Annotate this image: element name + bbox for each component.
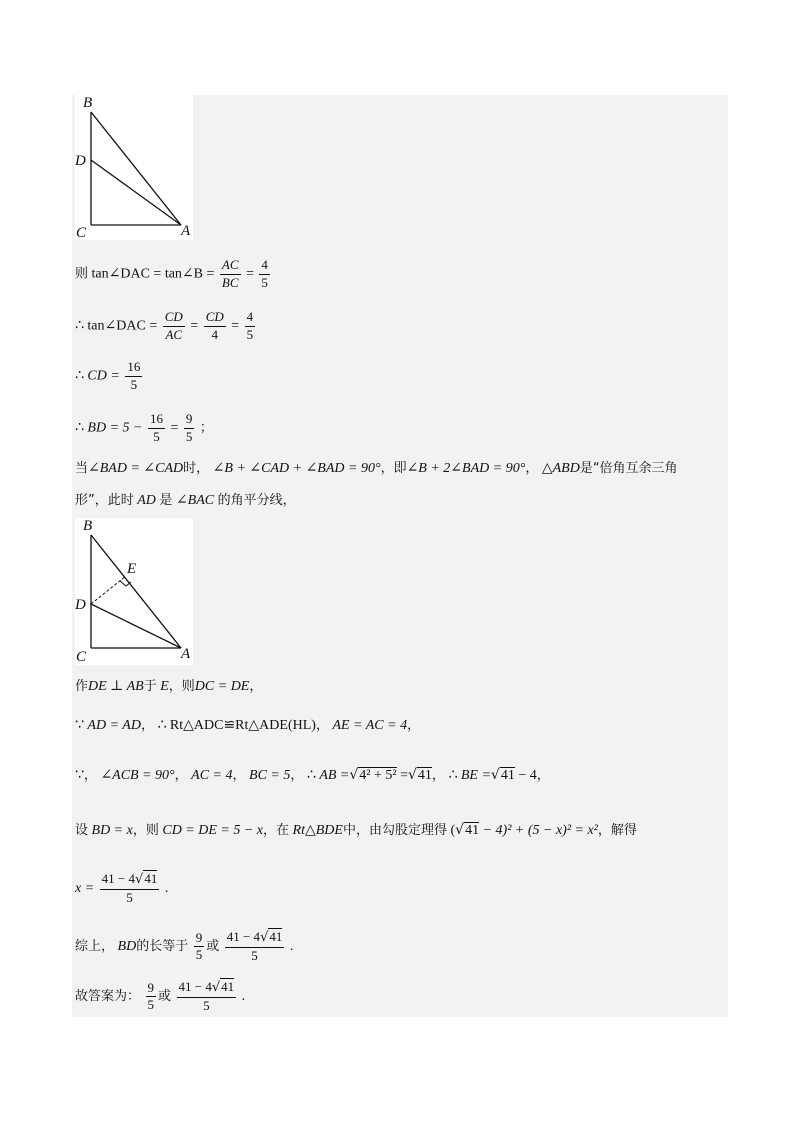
sqrt-sign: √: [260, 930, 269, 945]
text: ；: [199, 420, 213, 436]
radicand: 41: [221, 979, 235, 994]
radicand: 41: [144, 871, 158, 886]
math: =: [170, 420, 179, 436]
sqrt-sign: √: [490, 767, 500, 783]
line-7: [75, 680, 262, 694]
math: BD: [117, 939, 137, 955]
math: x =: [75, 881, 95, 897]
math: − 4: [518, 768, 537, 783]
math: ∠B + 2∠BAD = 90°: [406, 461, 526, 476]
math: CD =: [87, 368, 120, 384]
therefore-symbol: ∴: [157, 717, 167, 733]
text: 的角平分线，: [217, 493, 296, 508]
text: 的长等于: [136, 939, 189, 955]
denominator: 5: [203, 997, 210, 1013]
numerator: CD: [204, 310, 226, 327]
numerator: [225, 930, 285, 948]
numerator: 9: [146, 981, 157, 998]
math: tan∠DAC =: [87, 318, 158, 334]
line-6: [75, 494, 296, 508]
radicand: 41: [500, 768, 515, 783]
figure-triangle-2: [75, 518, 193, 665]
fraction: [204, 310, 226, 343]
numerator: [100, 872, 160, 890]
math: ∠B + ∠CAD + ∠BAD = 90°: [212, 461, 381, 476]
math: ∠BAD = ∠CAD: [88, 461, 184, 476]
label-c: C: [76, 225, 87, 240]
text: ，: [83, 768, 97, 783]
math: Rt△BDE: [292, 823, 343, 838]
fraction: [194, 931, 205, 964]
numerator: 4: [259, 258, 270, 275]
denominator: 5: [153, 428, 160, 444]
math: ∠ACB = 90°: [100, 768, 175, 783]
math: AE = AC = 4: [332, 718, 408, 733]
label-e: E: [127, 561, 137, 577]
math: BD = 5 −: [87, 420, 143, 436]
text: ，即: [380, 461, 407, 476]
line-3: [75, 360, 144, 393]
numerator: 9: [194, 931, 205, 948]
text: 时，: [183, 461, 210, 476]
text: ，: [249, 679, 263, 694]
text: ，解得: [597, 823, 637, 838]
text: 故答案为：: [75, 989, 141, 1005]
text: 形”，此时: [75, 493, 134, 508]
math: tan∠DAC: [91, 266, 150, 282]
denominator: 4: [211, 326, 218, 342]
text: ，: [536, 768, 550, 783]
radicand: 41: [465, 823, 480, 838]
fraction: [125, 360, 142, 393]
math: Rt△ADC≌Rt△ADE(HL): [169, 718, 316, 733]
triangle-diagram-2: [75, 518, 193, 665]
denominator: 5: [251, 947, 258, 963]
label-a: A: [181, 646, 191, 662]
label-d: D: [75, 153, 86, 169]
math: − 4)² + (5 − x)² = x²: [482, 823, 598, 838]
fraction: [259, 258, 270, 291]
text: ，则: [132, 823, 159, 838]
side-ba: [91, 112, 181, 225]
line-4: [75, 412, 213, 445]
text: 中，由勾股定理得: [342, 823, 447, 838]
line-9: [75, 768, 550, 783]
text: 则: [75, 266, 89, 282]
math: AB =: [319, 768, 350, 783]
line-1: [75, 258, 272, 291]
right-angle-mark: [120, 581, 131, 586]
math: BC = 5: [249, 768, 291, 783]
text: 作: [75, 679, 89, 694]
text: 当: [75, 461, 89, 476]
num-part: 41 − 4: [101, 871, 136, 886]
line-13: [75, 980, 245, 1014]
segment-da: [91, 160, 181, 225]
line-11: [75, 872, 168, 906]
math: △ABD: [541, 461, 580, 476]
text: 或: [206, 939, 220, 955]
label-c: C: [76, 649, 87, 665]
segment-de-dashed: [91, 576, 126, 604]
numerator: 16: [148, 412, 165, 429]
fraction: [245, 310, 256, 343]
numerator: CD: [163, 310, 185, 327]
text: ，在: [263, 823, 290, 838]
line-8: [75, 718, 420, 733]
text: 或: [158, 989, 172, 1005]
denominator: 5: [246, 326, 254, 342]
fraction: [184, 412, 195, 445]
segment-da: [91, 604, 181, 648]
sqrt-sign: √: [135, 872, 144, 887]
denominator: BC: [221, 274, 239, 290]
numerator: 4: [245, 310, 256, 327]
line-10: [75, 823, 637, 838]
math: (: [450, 823, 456, 838]
numerator: AC: [220, 258, 241, 275]
num-part: 41 − 4: [178, 979, 212, 994]
math: E: [160, 679, 169, 694]
numerator: 16: [125, 360, 142, 377]
label-b: B: [83, 95, 93, 111]
denominator: 5: [130, 376, 138, 392]
text: ，: [431, 768, 445, 783]
text: 是: [159, 493, 173, 508]
sqrt-sign: √: [211, 980, 221, 995]
therefore-symbol: ∴: [75, 317, 84, 334]
because-symbol: ∵: [75, 717, 84, 733]
math: =: [400, 768, 408, 783]
text: ，: [174, 768, 188, 783]
therefore-symbol: ∴: [75, 419, 84, 436]
text: ，: [140, 718, 154, 733]
denominator: 5: [147, 997, 155, 1013]
math: AD: [137, 493, 156, 508]
triangle-diagram-1: [75, 95, 193, 240]
text: .: [289, 939, 294, 955]
radicand: 41: [269, 929, 283, 944]
text: ，: [407, 718, 421, 733]
because-symbol: ∵: [75, 767, 84, 783]
figure-triangle-1: [75, 95, 193, 240]
label-a: A: [181, 223, 191, 239]
side-ba: [91, 535, 181, 648]
text: ，则: [168, 679, 195, 694]
line-2: [75, 310, 257, 343]
fraction: [163, 310, 185, 343]
fraction: [146, 981, 157, 1014]
math: = tan∠B =: [153, 266, 215, 282]
text: 设: [75, 823, 89, 838]
line-12: [75, 930, 293, 964]
radicand: 41: [417, 768, 432, 783]
math: =: [231, 318, 240, 334]
sqrt-sign: √: [408, 767, 417, 783]
math: =: [246, 266, 254, 282]
math: AC = 4: [191, 768, 233, 783]
text: ，: [290, 768, 304, 783]
denominator: 5: [261, 274, 268, 290]
math: CD = DE = 5 − x: [162, 823, 264, 838]
fraction: [220, 258, 241, 291]
radicand: 4² + 5²: [359, 768, 397, 783]
denominator: AC: [165, 326, 183, 342]
therefore-symbol: ∴: [75, 367, 84, 384]
fraction: [148, 412, 165, 445]
text: 综上，: [75, 939, 115, 955]
math: BD = x: [91, 823, 133, 838]
numerator: 9: [184, 412, 195, 429]
fraction: [225, 930, 285, 964]
therefore-symbol: ∴: [306, 767, 316, 783]
label-d: D: [75, 597, 86, 613]
text: .: [241, 989, 246, 1005]
math: BE =: [460, 768, 491, 783]
denominator: 5: [185, 428, 193, 444]
text: .: [164, 881, 169, 897]
numerator: [177, 980, 237, 998]
sqrt-sign: √: [349, 767, 359, 783]
fraction: [100, 872, 160, 906]
text: ，: [525, 461, 539, 476]
math: AD = AD: [87, 718, 141, 733]
num-part: 41 − 4: [226, 929, 261, 944]
line-5: [75, 462, 678, 476]
math: DE ⊥ AB: [88, 679, 144, 694]
text: ，: [315, 718, 329, 733]
math: ∠BAC: [175, 493, 215, 508]
text: 于: [143, 679, 157, 694]
therefore-symbol: ∴: [448, 767, 458, 783]
denominator: 5: [195, 947, 203, 963]
sqrt-sign: √: [455, 822, 465, 838]
text: ，: [232, 768, 246, 783]
fraction: [177, 980, 237, 1014]
math: =: [190, 318, 199, 334]
denominator: 5: [126, 889, 133, 905]
math: DC = DE: [194, 679, 250, 694]
label-b: B: [83, 518, 93, 534]
text: 是“倍角互余三角: [579, 461, 678, 476]
